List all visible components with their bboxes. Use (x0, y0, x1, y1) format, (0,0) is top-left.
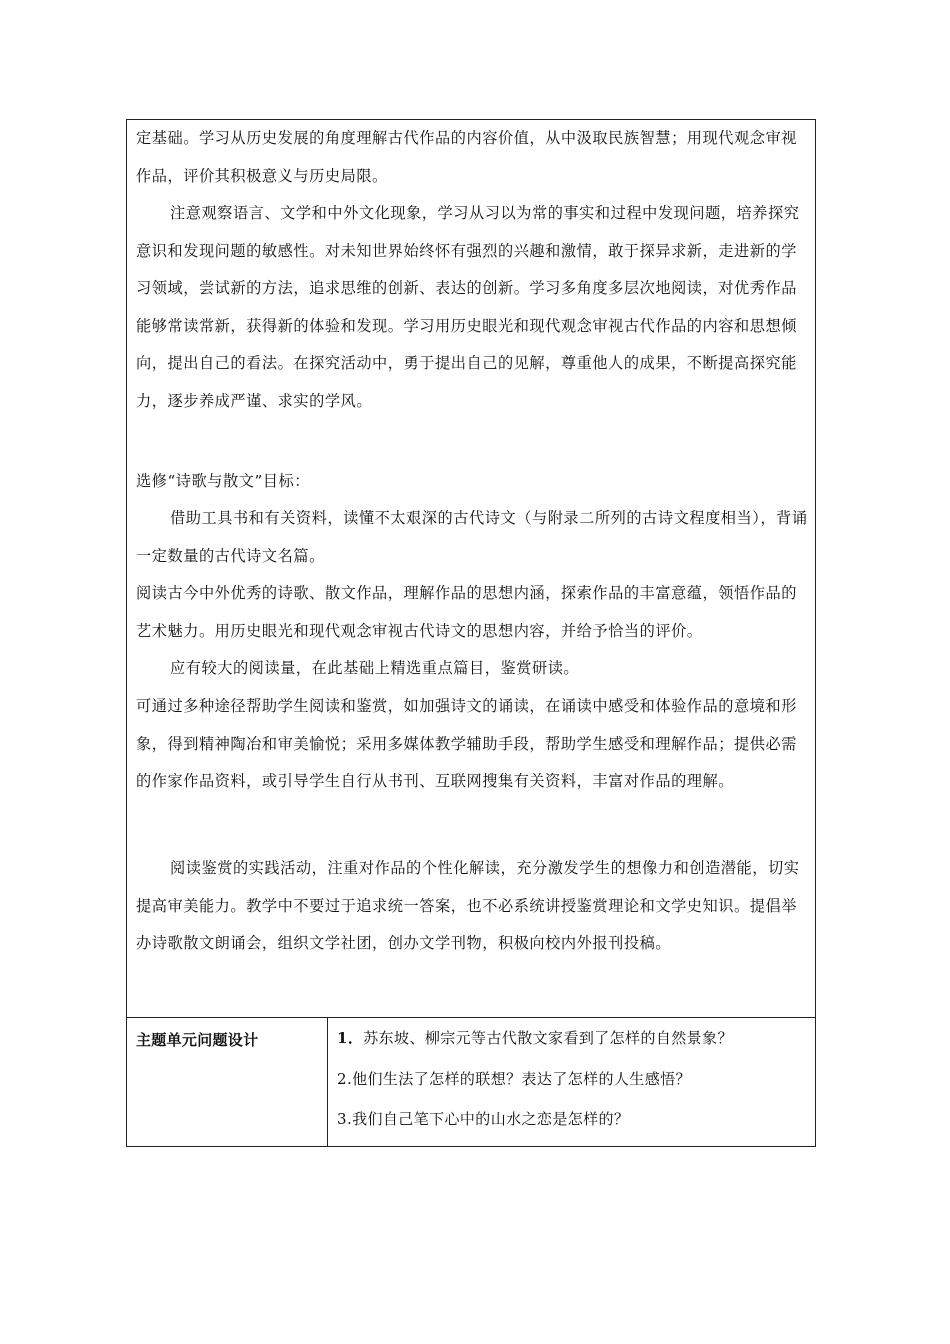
paragraph-7: 阅读鉴赏的实践活动，注重对作品的个性化解读，充分激发学生的想像力和创造潜能，切实提高审美能力。教学中不要过于追求统一答案，也不必系统讲授鉴赏理论和文学史知识。提倡举办诗歌散文朗诵会，组织文学社团，创办文学刊物，积极向校内外报刊投稿。 (136, 859, 800, 952)
question-3: 3.我们自己笔下心中的山水之恋是怎样的？ (337, 1110, 630, 1128)
paragraph-6: 可通过多种途径帮助学生阅读和鉴赏，如加强诗文的诵读，在诵读中感受和体验作品的意境和形象，得到精神陶冶和审美愉悦；采用多媒体教学辅助手段，帮助学生感受和理解作品；提供必需的作家作品资料，或引导学生自行从书刊、互联网搜集有关资料，丰富对作品的理解。 (136, 697, 797, 790)
question-1-text: 苏东坡、柳宗元等古代散文家看到了怎样的自然景象？ (363, 1029, 733, 1047)
question-1 (337, 1027, 733, 1048)
question-2: 2.他们生法了怎样的联想？表达了怎样的人生感悟？ (337, 1070, 691, 1088)
section-heading: 选修“诗歌与散文”目标： (136, 472, 311, 490)
paragraph-1: 定基础。学习从历史发展的角度理解古代作品的内容价值，从中汲取民族智慧；用现代观念审视作品，评价其积极意义与历史局限。 (136, 129, 797, 185)
paragraph-5: 应有较大的阅读量，在此基础上精选重点篇目，鉴赏研读。 (170, 659, 580, 677)
paragraph-2: 注意观察语言、文学和中外文化现象，学习从习以为常的事实和过程中发现问题，培养探究意识和发现问题的敏感性。对未知世界始终怀有强烈的兴趣和激情，敢于探异求新，走进新的学习领域，尝试新的方法，追求思维的创新、表达的创新。学习多角度多层次地阅读，对优秀作品能够常读常新，获得新的体验和发现。学习用历史眼光和现代观念审视古代作品的内容和思想倾向，提出自己的看法。在探究活动中，勇于提出自己的见解，尊重他人的成果，不断提高探究能力，逐步养成严谨、求实的学风。 (136, 204, 800, 410)
row-label: 主题单元问题设计 (136, 1031, 259, 1049)
question-1-number: 1． (337, 1029, 364, 1047)
paragraph-3: 借助工具书和有关资料，读懂不太艰深的古代诗文（与附录二所列的古诗文程度相当），背诵一定数量的古代诗文名篇。 (136, 509, 808, 565)
paragraph-4: 阅读古今中外优秀的诗歌、散文作品，理解作品的思想内涵，探索作品的丰富意蕴，领悟作品的艺术魅力。用历史眼光和现代观念审视古代诗文的思想内容，并给予恰当的评价。 (136, 584, 797, 640)
